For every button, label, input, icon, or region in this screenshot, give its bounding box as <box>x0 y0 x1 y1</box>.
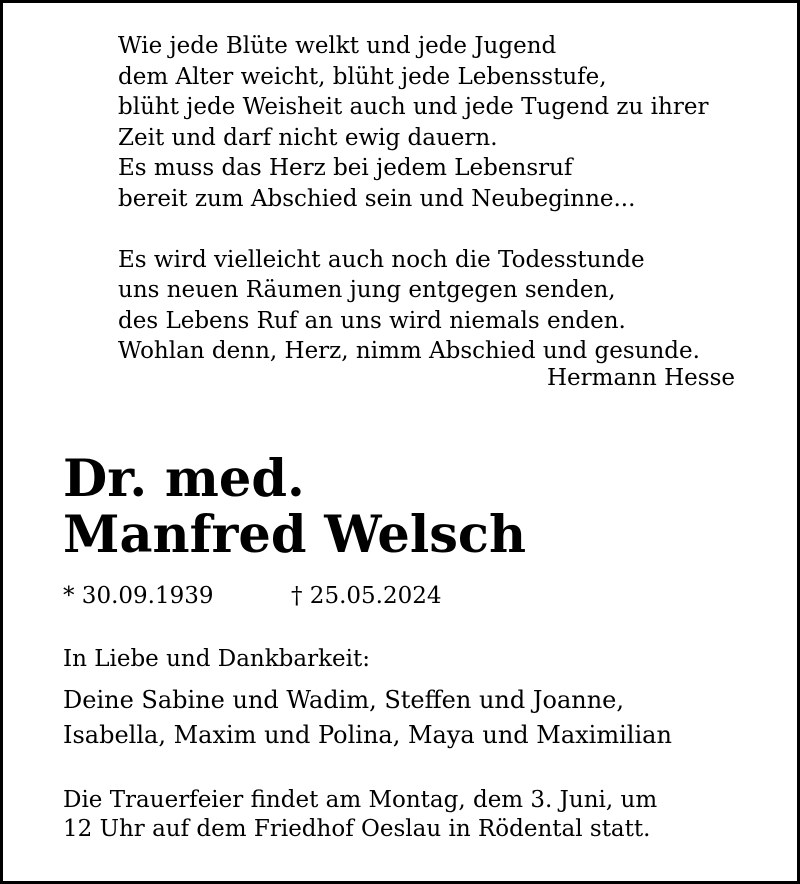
poem-line: uns neuen Räumen jung entgegen senden, <box>118 277 616 303</box>
poem-line: bereit zum Abschied sein und Neubeginne... <box>118 185 636 212</box>
poem-line: dem Alter weicht, blüht jede Lebensstufe, <box>118 63 607 90</box>
funeral-line: 12 Uhr auf dem Friedhof Oeslau in Rödental statt. <box>63 816 651 842</box>
funeral-line: Die Trauerfeier findet am Montag, dem 3. Juni, um <box>63 787 658 813</box>
death-date: † 25.05.2024 <box>291 583 442 609</box>
poem-line: Wie jede Blüte welkt und jede Jugend <box>118 33 557 59</box>
poem <box>118 31 748 367</box>
mourners-line: Deine Sabine und Wadim, Steffen und Joanne, <box>63 686 624 714</box>
name-title-line: Dr. med. <box>63 449 305 509</box>
mourners-list <box>63 683 672 753</box>
poem-line: des Lebens Ruf an uns wird niemals enden. <box>118 307 626 334</box>
birth-date: * 30.09.1939 <box>63 583 214 609</box>
poem-line: Wohlan denn, Herz, nimm Abschied und gesunde. <box>118 338 700 364</box>
poem-line: Es wird vielleicht auch noch die Todesstunde <box>118 246 645 273</box>
life-dates <box>63 581 442 611</box>
stanza-gap <box>118 214 748 245</box>
funeral-info <box>63 786 657 844</box>
poem-line: Es muss das Herz bei jedem Lebensruf <box>118 155 573 181</box>
name-full-line: Manfred Welsch <box>63 505 527 565</box>
mourners-line: Isabella, Maxim und Polina, Maya und Maximilian <box>63 721 672 749</box>
dedication: In Liebe und Dankbarkeit: <box>63 646 370 672</box>
poem-line: blüht jede Weisheit auch und jede Tugend zu ihrer <box>118 94 709 120</box>
deceased-name <box>63 451 526 563</box>
poem-line: Zeit und darf nicht ewig dauern. <box>118 124 498 151</box>
poem-author: Hermann Hesse <box>546 365 735 391</box>
